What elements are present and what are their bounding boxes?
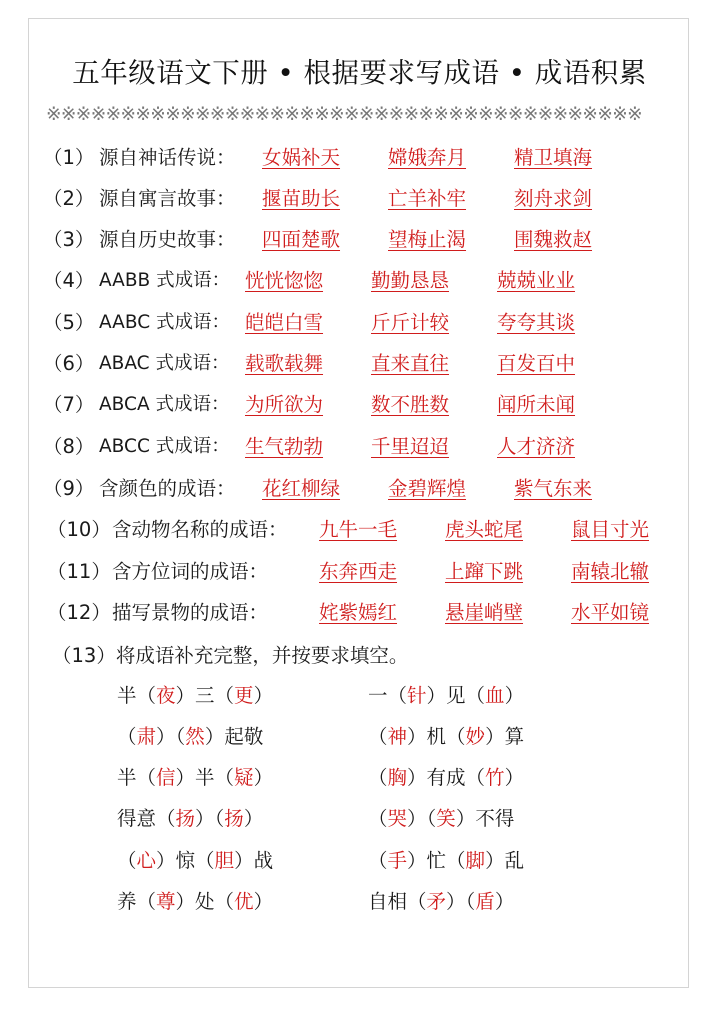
idiom-answer: 九牛一毛	[319, 518, 398, 541]
idiom-answer: 人才济济	[497, 435, 576, 458]
idiom-text: ）机（	[407, 725, 466, 748]
question-13	[52, 641, 408, 671]
idiom-text: ）见（	[426, 684, 486, 707]
idiom-text: ）	[494, 890, 515, 913]
filled-character: 笑	[436, 807, 456, 830]
category-label: ABCA 式成语：	[99, 394, 230, 415]
category-label: AABB 式成语：	[99, 270, 231, 291]
idiom-answer: 亡羊补牢	[388, 187, 467, 210]
fill-idiom-left	[117, 846, 273, 876]
page-title: 五年级语文下册 • 根据要求写成语 • 成语积累	[72, 57, 647, 89]
fill-idiom-right	[368, 763, 524, 793]
idiom-text: ）忙（	[407, 849, 466, 872]
idiom-answer: 闻所未闻	[497, 393, 576, 416]
idiom-text: 自相（	[368, 890, 427, 913]
category-label: AABC 式成语：	[99, 312, 230, 333]
category-label: 含颜色的成语：	[99, 477, 236, 500]
idiom-text: （	[368, 725, 388, 748]
idiom-text: 养（	[117, 890, 157, 913]
idiom-answer: 悬崖峭壁	[445, 601, 524, 624]
idiom-text: ）有成（	[407, 766, 486, 789]
category-label: 源自神话传说：	[99, 146, 236, 169]
filled-character: 肃	[136, 725, 157, 748]
idiom-answer: 千里迢迢	[371, 435, 450, 458]
item-number: （9）	[43, 477, 95, 500]
idiom-answer: 恍恍惚惚	[245, 269, 324, 292]
idiom-answer: 夸夸其谈	[497, 311, 576, 334]
idiom-answer: 勤勤恳恳	[371, 269, 450, 292]
item-number: （6）	[43, 352, 95, 375]
item-number: （2）	[43, 187, 95, 210]
filled-character: 胸	[387, 766, 408, 789]
item-number: （10）	[47, 518, 111, 541]
item-number: （3）	[43, 228, 95, 251]
idiom-text: ）不得	[455, 807, 515, 830]
fill-idiom-left	[117, 804, 263, 834]
idiom-answer: 直来直往	[371, 352, 450, 375]
idiom-text: ）（	[407, 807, 437, 830]
idiom-answer: 皑皑白雪	[245, 311, 324, 334]
fill-idiom-left	[117, 681, 273, 711]
question-13-text: 将成语补充完整，并按要求填空。	[115, 644, 409, 667]
idiom-text: ）	[253, 890, 274, 913]
filled-character: 扬	[175, 807, 196, 830]
item-number: （4）	[43, 269, 95, 292]
idiom-text: 得意（	[117, 807, 176, 830]
item-number: （11）	[47, 560, 111, 583]
filled-character: 妙	[465, 725, 486, 748]
decorative-divider: ※※※※※※※※※※※※※※※※※※※※※※※※※※※※※※※※※※※※※※※※	[46, 104, 643, 125]
filled-character: 尊	[156, 890, 176, 913]
filled-character: 疑	[234, 766, 254, 789]
category-label: ABAC 式成语：	[99, 353, 230, 374]
idiom-answer: 揠苗助长	[262, 187, 341, 210]
filled-character: 手	[387, 849, 408, 872]
idiom-answer: 东奔西走	[319, 560, 398, 583]
idiom-text: ）三（	[175, 684, 235, 707]
filled-character: 夜	[156, 684, 176, 707]
filled-character: 竹	[485, 766, 505, 789]
filled-character: 优	[234, 890, 254, 913]
idiom-answer: 虎头蛇尾	[445, 518, 524, 541]
idiom-text: ）	[243, 807, 264, 830]
category-label: 含方位词的成语：	[112, 560, 269, 583]
idiom-answer: 为所欲为	[245, 393, 324, 416]
filled-character: 扬	[224, 807, 244, 830]
idiom-text: ）（	[195, 807, 225, 830]
idiom-answer: 姹紫嫣红	[319, 601, 398, 624]
filled-character: 针	[407, 684, 427, 707]
filled-character: 血	[485, 684, 505, 707]
item-number: （5）	[43, 311, 95, 334]
idiom-text: ）起敬	[204, 725, 264, 748]
idiom-answer: 刻舟求剑	[514, 187, 593, 210]
category-label: 描写景物的成语：	[112, 601, 269, 624]
filled-character: 胆	[214, 849, 235, 872]
filled-character: 更	[234, 684, 254, 707]
idiom-answer: 数不胜数	[371, 393, 450, 416]
category-label: 含动物名称的成语：	[112, 518, 288, 541]
idiom-text: ）	[253, 684, 274, 707]
item-number: （7）	[43, 393, 95, 416]
idiom-answer: 兢兢业业	[497, 269, 576, 292]
idiom-text: ）处（	[175, 890, 235, 913]
fill-idiom-left	[117, 722, 263, 752]
idiom-text: ）半（	[175, 766, 235, 789]
idiom-answer: 金碧辉煌	[388, 477, 467, 500]
idiom-answer: 女娲补天	[262, 146, 341, 169]
filled-character: 然	[185, 725, 205, 748]
idiom-text: ）（	[156, 725, 186, 748]
idiom-answer: 鼠目寸光	[571, 518, 650, 541]
idiom-text: 半（	[117, 684, 157, 707]
idiom-answer: 南辕北辙	[571, 560, 650, 583]
idiom-text: ）	[504, 684, 525, 707]
idiom-text: 半（	[117, 766, 157, 789]
filled-character: 脚	[465, 849, 486, 872]
idiom-text: 一（	[368, 684, 408, 707]
idiom-text: ）（	[446, 890, 476, 913]
idiom-answer: 斤斤计较	[371, 311, 450, 334]
item-number: （8）	[43, 435, 95, 458]
idiom-answer: 嫦娥奔月	[388, 146, 467, 169]
idiom-answer: 紫气东来	[514, 477, 593, 500]
filled-character: 盾	[475, 890, 495, 913]
filled-character: 哭	[387, 807, 408, 830]
idiom-answer: 四面楚歌	[262, 228, 341, 251]
idiom-text: （	[117, 725, 137, 748]
item-number: （1）	[43, 146, 95, 169]
idiom-answer: 百发百中	[497, 352, 576, 375]
idiom-text: ）惊（	[156, 849, 215, 872]
fill-idiom-left	[117, 763, 273, 793]
fill-idiom-right	[368, 804, 514, 834]
filled-character: 信	[156, 766, 176, 789]
idiom-answer: 围魏救赵	[514, 228, 593, 251]
fill-idiom-left	[117, 887, 273, 917]
idiom-text: （	[117, 849, 137, 872]
idiom-answer: 载歌载舞	[245, 352, 324, 375]
filled-character: 矛	[426, 890, 447, 913]
idiom-answer: 花红柳绿	[262, 477, 341, 500]
filled-character: 神	[387, 725, 408, 748]
idiom-answer: 水平如镜	[571, 601, 650, 624]
idiom-answer: 精卫填海	[514, 146, 593, 169]
category-label: ABCC 式成语：	[99, 436, 230, 457]
category-label: 源自寓言故事：	[99, 187, 236, 210]
fill-idiom-right	[368, 681, 524, 711]
idiom-text: ）战	[234, 849, 274, 872]
idiom-text: ）乱	[485, 849, 525, 872]
idiom-text: （	[368, 849, 388, 872]
idiom-text: ）算	[485, 725, 525, 748]
idiom-text: ）	[504, 766, 525, 789]
idiom-text: （	[368, 807, 388, 830]
fill-idiom-right	[368, 887, 514, 917]
filled-character: 心	[136, 849, 157, 872]
category-label: 源自历史故事：	[99, 228, 236, 251]
idiom-answer: 望梅止渴	[388, 228, 467, 251]
question-13-number: （13）	[52, 644, 116, 667]
idiom-text: （	[368, 766, 388, 789]
idiom-text: ）	[253, 766, 274, 789]
fill-idiom-right	[368, 846, 524, 876]
idiom-answer: 上蹿下跳	[445, 560, 524, 583]
idiom-answer: 生气勃勃	[245, 435, 324, 458]
fill-idiom-right	[368, 722, 524, 752]
item-number: （12）	[47, 601, 111, 624]
